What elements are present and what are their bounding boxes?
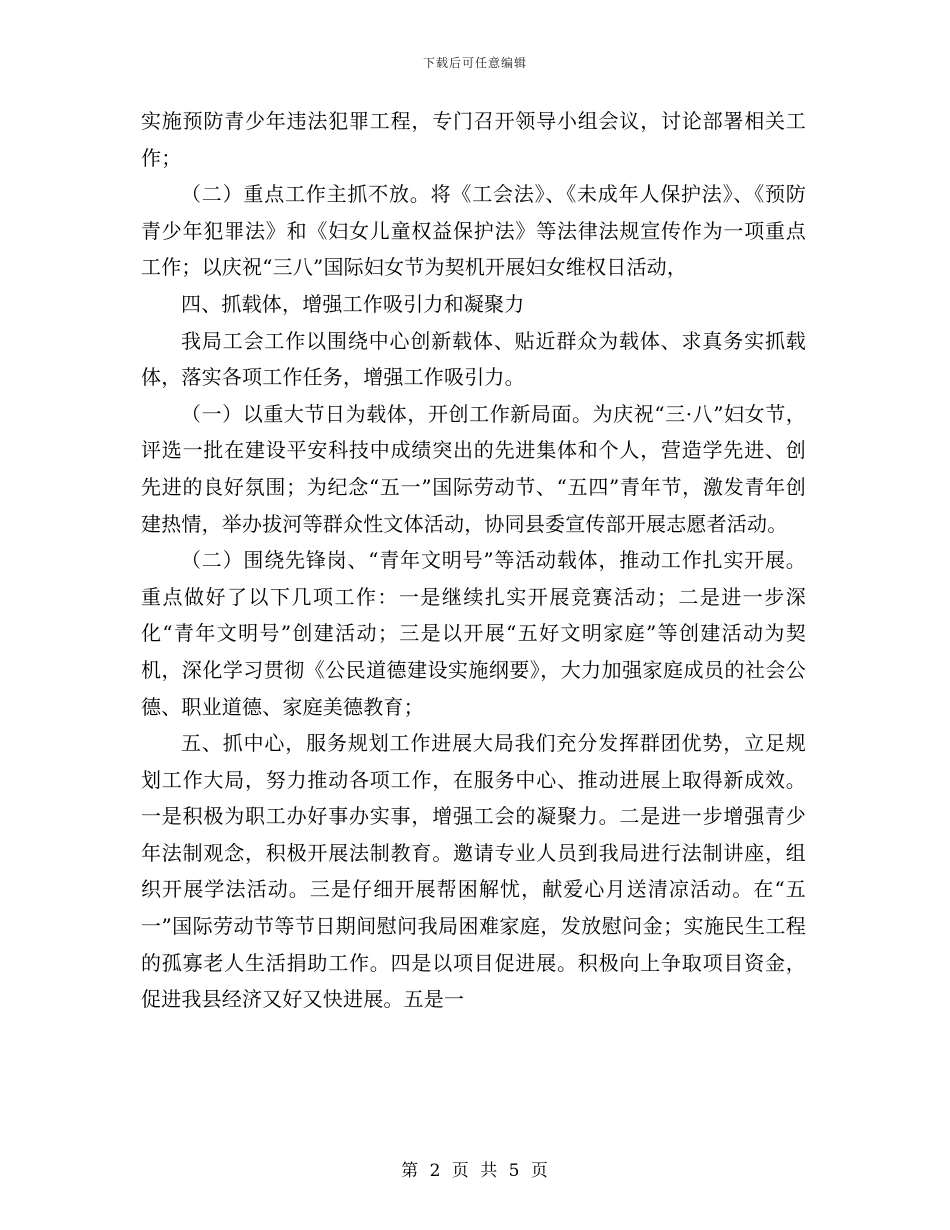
paragraph-pioneer-posts: （二）围绕先锋岗、“青年文明号”等活动载体，推动工作扎实开展。重点做好了以下几项工作：一是继续扎实开展竞赛活动；二是进一步深化“青年文明号”创建活动；三是以开展“五好文明家庭”等创建活动为契机，深化学习贯彻《公民道德建设实施纲要》，大力加强家庭成员的社会公德、职业道德、家庭美德教育； bbox=[141, 548, 806, 719]
page-number: 第 2 页 共 5 页 bbox=[401, 1161, 549, 1181]
paragraph-key-work: （二）重点工作主抓不放。将《工会法》、《未成年人保护法》、《预防青少年犯罪法》和《妇女儿童权益保护法》等法律法规宣传作为一项重点工作；以庆祝“三八”国际妇女节为契机开展妇女维权日活动， bbox=[141, 182, 806, 280]
page-header: 下载后可任意编辑 bbox=[422, 56, 527, 70]
paragraph-festivals: （一）以重大节日为载体，开创工作新局面。为庆祝“三·八”妇女节，评选一批在建设平安科技中成绩突出的先进集体和个人，营造学先进、创先进的良好氛围；为纪念“五一”国际劳动节、“五四”青年节，激发青年创建热情，举办拔河等群众性文体活动，协同县委宣传部开展志愿者活动。 bbox=[141, 401, 806, 536]
section-heading-four: 四、抓载体，增强工作吸引力和凝聚力 bbox=[181, 291, 525, 316]
paragraph-section-five: 五、抓中心，服务规划工作进展大局我们充分发挥群团优势，立足规划工作大局，努力推动各项工作，在服务中心、推动进展上取得新成效。一是积极为职工办好事办实事，增强工会的凝聚力。二是进一步增强青少年法制观念，积极开展法制教育。邀请专业人员到我局进行法制讲座，组织开展学法活动。三是仔细开展帮困解忧，献爱心月送清凉活动。在“五一”国际劳动节等节日期间慰问我局困难家庭，发放慰问金；实施民生工程的孤寡老人生活捐助工作。四是以项目促进展。积极向上争取项目资金，促进我县经济又好又快进展。五是一 bbox=[141, 731, 806, 1012]
document-body bbox=[141, 103, 806, 1018]
paragraph-continuation: 实施预防青少年违法犯罪工程，专门召开领导小组会议，讨论部署相关工作； bbox=[141, 109, 806, 170]
paragraph-carrier-intro: 我局工会工作以围绕中心创新载体、贴近群众为载体、求真务实抓载体，落实各项工作任务，增强工作吸引力。 bbox=[141, 328, 806, 390]
